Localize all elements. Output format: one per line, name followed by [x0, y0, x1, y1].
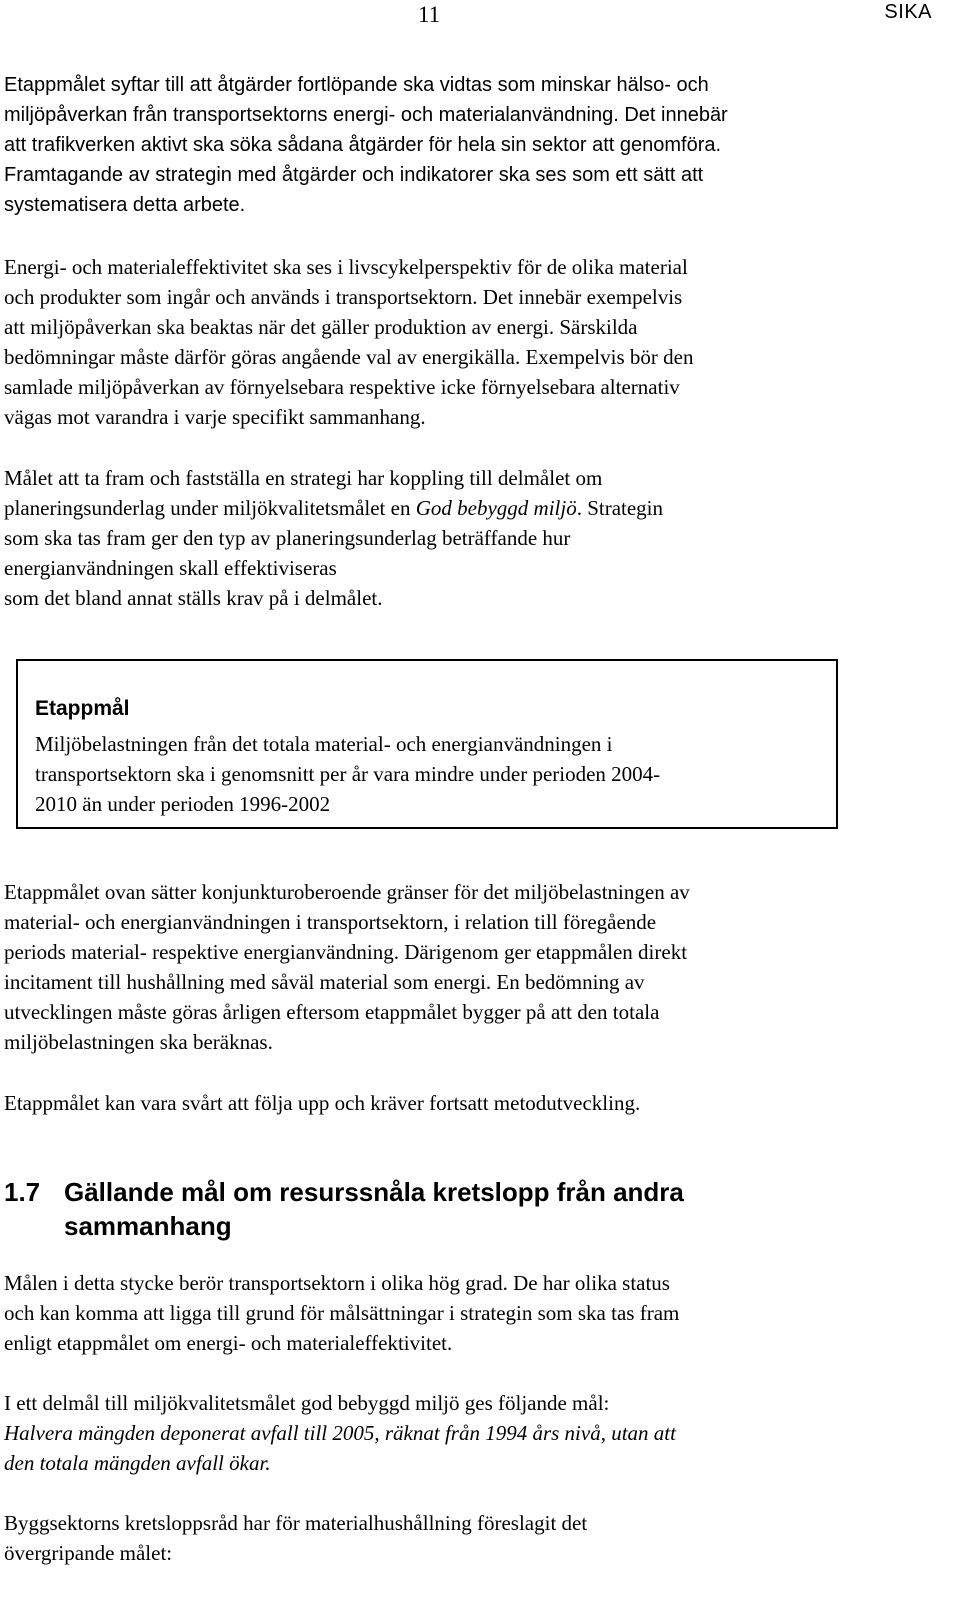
paragraph-2: [4, 252, 934, 432]
paragraph-line: som det bland annat ställs krav på i delmålet.: [4, 586, 383, 610]
paragraph-line: Byggsektorns kretsloppsråd har för materialhushållning föreslagit det: [4, 1511, 588, 1535]
text-segment: planeringsunderlag under miljökvalitetsmålet en: [4, 496, 416, 520]
section-title: [64, 1175, 884, 1243]
section-title-line: sammanhang: [64, 1211, 232, 1241]
paragraph-line: och produkter som ingår och används i transportsektorn. Det innebär exempelvis: [4, 285, 683, 309]
paragraph-line: Målet att ta fram och fastställa en strategi har koppling till delmålet om: [4, 466, 603, 490]
paragraph-line: energianvändningen skall effektiviseras: [4, 556, 337, 580]
paragraph-3: [4, 463, 934, 613]
paragraph-line: bedömningar måste därför göras angående val av energikälla. Exempelvis bör den: [4, 345, 694, 369]
paragraph-line: miljöpåverkan från transportsektorns energi- och materialanvändning. Det innebär: [4, 104, 728, 126]
goal-box: [16, 659, 838, 829]
goal-line: transportsektorn ska i genomsnitt per år vara mindre under perioden 2004-: [35, 762, 661, 786]
paragraph-5: [4, 1088, 934, 1118]
paragraph-line: Etappmålet ovan sätter konjunkturoberoende gränser för det miljöbelastningen av: [4, 880, 690, 904]
goal-box-text: [35, 729, 660, 819]
paragraph-line: att miljöpåverkan ska beaktas när det gäller produktion av energi. Särskilda: [4, 315, 638, 339]
paragraph-line: enligt etappmålet om energi- och materialeffektivitet.: [4, 1331, 453, 1355]
paragraph-8: [4, 1508, 934, 1568]
text-segment: . Strategin: [576, 496, 664, 520]
paragraph-line: Etappmålet syftar till att åtgärder fortlöpande ska vidtas som minskar hälso- och: [4, 74, 709, 96]
paragraph-line: Energi- och materialeffektivitet ska ses i livscykelperspektiv för de olika material: [4, 255, 688, 279]
paragraph-line: incitament till hushållning med såväl material som energi. En bedömning av: [4, 970, 645, 994]
goal-box-title: Etappmål: [35, 697, 130, 720]
paragraph-line: periods material- respektive energianvändning. Därigenom ger etappmålen direkt: [4, 940, 688, 964]
goal-line: 2010 än under perioden 1996-2002: [35, 792, 331, 816]
section-title-line: Gällande mål om resurssnåla kretslopp från andra: [64, 1177, 684, 1207]
quoted-goal-line: Halvera mängden deponerat avfall till 2005, räknat från 1994 års nivå, utan att: [4, 1421, 676, 1445]
paragraph-line: Framtagande av strategin med åtgärder och indikatorer ska ses som ett sätt att: [4, 164, 704, 186]
paragraph-line: och kan komma att ligga till grund för målsättningar i strategin som ska tas fram: [4, 1301, 680, 1325]
paragraph-line: Etappmålet kan vara svårt att följa upp och kräver fortsatt metodutveckling.: [4, 1091, 641, 1115]
paragraph-line: [4, 493, 934, 523]
paragraph-line: som ska tas fram ger den typ av planeringsunderlag beträffande hur: [4, 526, 571, 550]
paragraph-line: samlade miljöpåverkan av förnyelsebara respektive icke förnyelsebara alternativ: [4, 375, 680, 399]
paragraph-line: vägas mot varandra i varje specifikt sammanhang.: [4, 405, 426, 429]
paragraph-7: [4, 1388, 934, 1478]
page-number: 11: [418, 2, 441, 27]
section-number: 1.7: [4, 1177, 41, 1207]
paragraph-line: miljöbelastningen ska beräknas.: [4, 1030, 273, 1054]
paragraph-line: Målen i detta stycke berör transportsektorn i olika hög grad. De har olika status: [4, 1271, 670, 1295]
italic-term: God bebyggd miljö: [415, 496, 577, 520]
paragraph-1: [4, 70, 934, 220]
paragraph-line: att trafikverken aktivt ska söka sådana åtgärder för hela sin sektor att genomföra.: [4, 134, 722, 156]
paragraph-line: material- och energianvändningen i transportsektorn, i relation till föregående: [4, 910, 657, 934]
paragraph-line: övergripande målet:: [4, 1541, 173, 1565]
paragraph-line: utvecklingen måste göras årligen eftersom etappmålet bygger på att den totala: [4, 1000, 660, 1024]
paragraph-line: systematisera detta arbete.: [4, 194, 246, 216]
org-label: SIKA: [884, 1, 932, 23]
goal-line: Miljöbelastningen från det totala material- och energianvändningen i: [35, 732, 613, 756]
quoted-goal-line: den totala mängden avfall ökar.: [4, 1451, 271, 1475]
paragraph-6: [4, 1268, 934, 1358]
paragraph-4: [4, 877, 934, 1057]
paragraph-line: I ett delmål till miljökvalitetsmålet god bebyggd miljö ges följande mål:: [4, 1391, 610, 1415]
